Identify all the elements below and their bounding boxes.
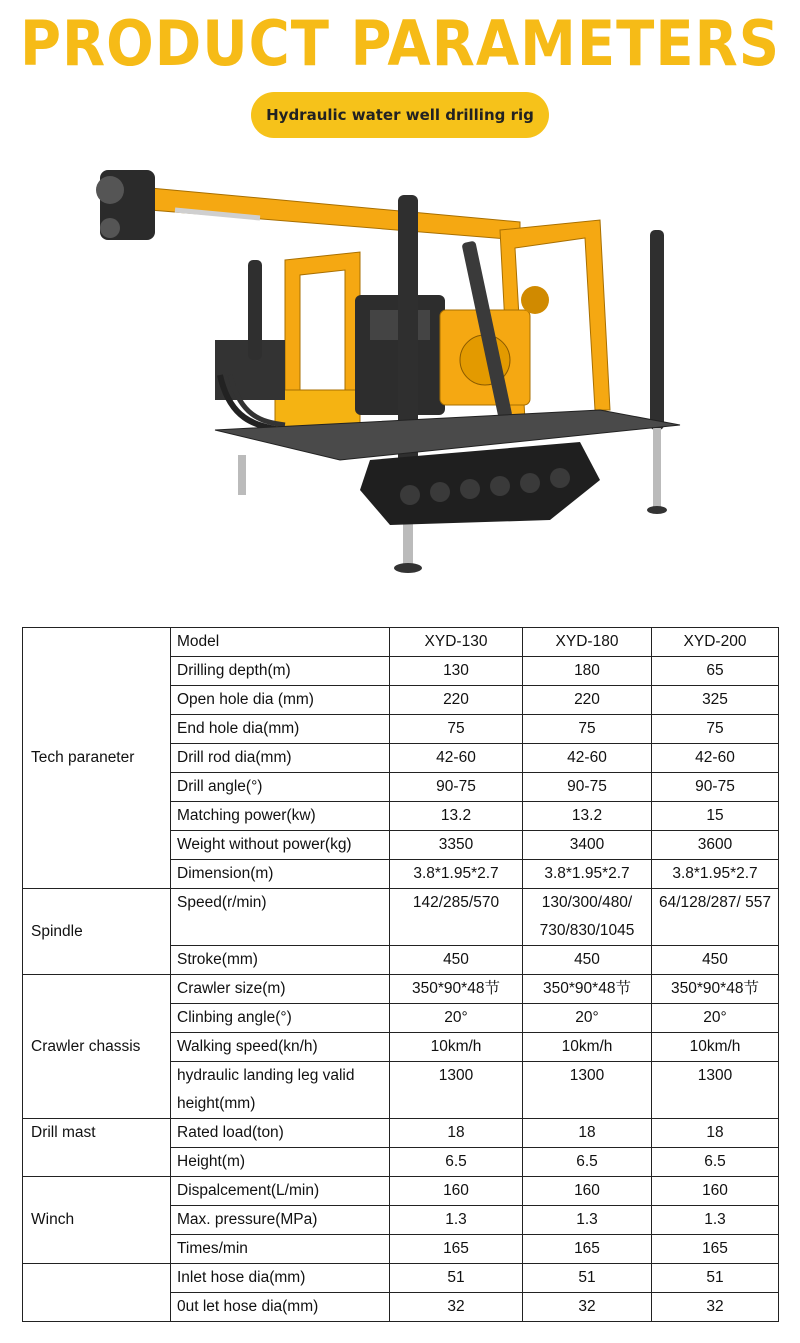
param-value: 6.5 [390,1148,523,1177]
param-value: 220 [523,686,652,715]
param-value: 42-60 [652,744,779,773]
param-value: 65 [652,657,779,686]
param-name: Walking speed(kn/h) [171,1033,390,1062]
param-name: End hole dia(mm) [171,715,390,744]
param-value: 90-75 [523,773,652,802]
table-row [23,1119,779,1148]
table-row [23,628,779,657]
group-label-mast: Drill mast [23,1119,171,1177]
param-value: 51 [652,1264,779,1293]
param-value: 20° [652,1004,779,1033]
param-value: 1300 [523,1062,652,1119]
param-value: 32 [652,1293,779,1322]
parameters-table [22,627,779,1322]
param-value: 10km/h [652,1033,779,1062]
param-value: 90-75 [652,773,779,802]
param-name: Open hole dia (mm) [171,686,390,715]
table-row [23,1264,779,1293]
param-value: 165 [652,1235,779,1264]
table-row [23,1177,779,1206]
param-name: Weight without power(kg) [171,831,390,860]
param-value: 13.2 [390,802,523,831]
drilling-rig-photo [80,160,720,590]
table-row [23,975,779,1004]
param-value: 1300 [652,1062,779,1119]
model-header: XYD-130 [390,628,523,657]
param-value: 3.8*1.95*2.7 [652,860,779,889]
param-name: Matching power(kw) [171,802,390,831]
product-name-badge: Hydraulic water well drilling rig [251,92,549,138]
param-name: Dimension(m) [171,860,390,889]
param-value: 10km/h [390,1033,523,1062]
group-label-winch: Winch [23,1177,171,1264]
param-value: 160 [390,1177,523,1206]
param-value: 90-75 [390,773,523,802]
crown-pulley [96,176,124,204]
param-value: 75 [652,715,779,744]
param-value: 6.5 [652,1148,779,1177]
param-name: Times/min [171,1235,390,1264]
param-value: 130 [390,657,523,686]
param-value: 51 [390,1264,523,1293]
param-value: 350*90*48节 [523,975,652,1004]
group-label-tech: Tech paraneter [23,628,171,889]
param-value: 450 [523,946,652,975]
page-title: PRODUCT PARAMETERS [19,8,781,81]
param-name: 0ut let hose dia(mm) [171,1293,390,1322]
param-name: Stroke(mm) [171,946,390,975]
param-value: 18 [523,1119,652,1148]
param-value: 6.5 [523,1148,652,1177]
param-value: 450 [652,946,779,975]
param-value: 3400 [523,831,652,860]
param-value: 1.3 [523,1206,652,1235]
param-value: 18 [390,1119,523,1148]
param-value: 13.2 [523,802,652,831]
param-value: 1300 [390,1062,523,1119]
param-value: 51 [523,1264,652,1293]
param-name: Clinbing angle(°) [171,1004,390,1033]
param-value: 75 [390,715,523,744]
model-header: XYD-180 [523,628,652,657]
param-value: 3600 [652,831,779,860]
param-value: 42-60 [390,744,523,773]
param-value: 10km/h [523,1033,652,1062]
param-value: 142/285/570 [390,889,523,946]
param-value: 220 [390,686,523,715]
param-name: Drill rod dia(mm) [171,744,390,773]
param-value: 20° [390,1004,523,1033]
landing-leg-rear-left [248,260,262,360]
param-value: 20° [523,1004,652,1033]
table-row [23,889,779,946]
group-label-hose [23,1264,171,1322]
param-value: 32 [390,1293,523,1322]
param-value: 160 [652,1177,779,1206]
param-name: Rated load(ton) [171,1119,390,1148]
param-value: 3350 [390,831,523,860]
param-value: 165 [390,1235,523,1264]
param-value: 1.3 [390,1206,523,1235]
param-name: Crawler size(m) [171,975,390,1004]
param-value: 160 [523,1177,652,1206]
param-name: hydraulic landing leg valid height(mm) [171,1062,390,1119]
param-name: Drill angle(°) [171,773,390,802]
param-value: 180 [523,657,652,686]
param-name: Drilling depth(m) [171,657,390,686]
model-header: XYD-200 [652,628,779,657]
param-value: 1.3 [652,1206,779,1235]
param-value: 165 [523,1235,652,1264]
param-name: Inlet hose dia(mm) [171,1264,390,1293]
param-name: Height(m) [171,1148,390,1177]
param-name: Dispalcement(L/min) [171,1177,390,1206]
param-value: 64/128/287/ 557 [652,889,779,946]
param-value: 18 [652,1119,779,1148]
param-value: 350*90*48节 [390,975,523,1004]
landing-leg-front-right [650,230,664,430]
param-value: 42-60 [523,744,652,773]
group-label-crawler: Crawler chassis [23,975,171,1119]
group-label-spindle: Spindle [23,889,171,975]
param-name: Max. pressure(MPa) [171,1206,390,1235]
param-value: 32 [523,1293,652,1322]
param-value: 15 [652,802,779,831]
param-value: 3.8*1.95*2.7 [523,860,652,889]
param-value: 350*90*48节 [652,975,779,1004]
header-model-label: Model [171,628,390,657]
param-name: Speed(r/min) [171,889,390,946]
param-value: 325 [652,686,779,715]
param-value: 3.8*1.95*2.7 [390,860,523,889]
param-value: 450 [390,946,523,975]
param-value: 75 [523,715,652,744]
param-value: 130/300/480/ 730/830/1045 [523,889,652,946]
